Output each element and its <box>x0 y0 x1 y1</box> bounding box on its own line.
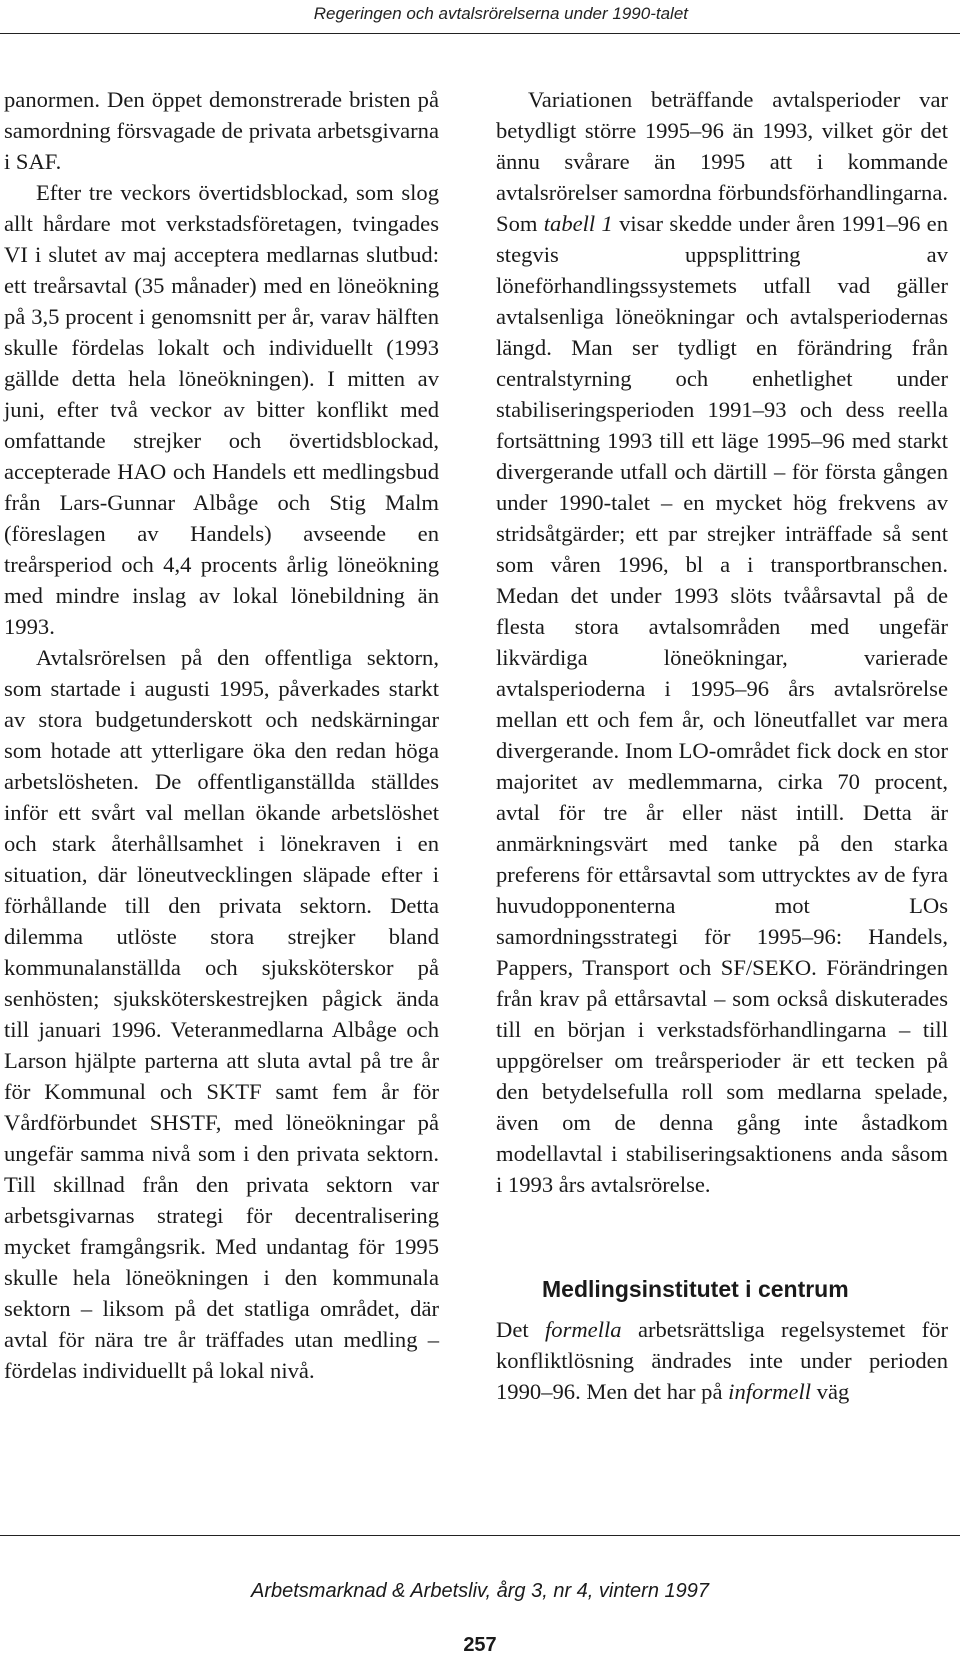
journal-citation: Arbetsmarknad & Arbetsliv, årg 3, nr 4, vintern 1997 <box>251 1580 709 1602</box>
right-paragraph-1-text-b: visar skedde under åren 1991–96 en stegvis uppsplittring av löneförhandlingssystemets utfall vad gäller avtalsenliga löneökningar och avtalsperiodernas längd. Man ser tydligt en förändring från centralstyrning och enhetlighet under stabiliseringsperioden 1991–93 och dess reella fortsättning 1993 till ett läge 1995–96 med starkt divergerande utfall och därtill – för första gången under 1990-talet – en mycket hög frekvens av stridsåtgärder; ett par strejker inträffade så sent som våren 1996, bl a i transportbranschen. Medan det under 1993 slöts tvåårsavtal på de flesta stora avtalsområden med ungefär likvärdiga löneökningar, varierade avtalsperioderna i 1995–96 års avtalsrörelse mellan ett och fem år, och löneutfallet var mera divergerande. Inom LO-området fick dock en stor majoritet av medlemmarna, cirka 70 procent, avtal för tre år eller näst intill. Detta är anmärkningsvärt med tanke på den starka preferens för ettårsavtal som uttrycktes av de fyra huvudopponenterna mot LOs samordningsstrategi för 1995–96: Handels, Pappers, Transport och SF/SEKO. Förändringen från krav på ettårsavtal – som också diskuterades till en början i verkstadsförhandlingarna – till uppgörelser om treårsperioder är ett tecken på den betydelsefulla roll som medlarna spelade, även om de denna gång inte åstadkom modellavtal i stabiliseringsaktionens anda såsom i 1993 års avtalsrörelse. <box>496 211 948 1197</box>
right-paragraph-1-text-a: Variationen beträffande avtalsperioder var betydligt större 1995–96 än 1993, vilket gör det ännu svårare än 1995 att i kommande avtalsrörelser samordna förbundsförhandlingarna. Som <box>496 87 948 236</box>
right-paragraph-1 <box>496 84 948 1200</box>
right-paragraph-2-text-a: Det <box>496 1317 545 1342</box>
right-column <box>496 84 948 1407</box>
left-paragraph-3: Avtalsrörelsen på den offentliga sektorn, som startade i augusti 1995, påverkades starkt av stora budgetunderskott och nedskärningar som hotade att ytterligare öka den redan höga arbetslösheten. De offentliganställda ställdes inför ett svårt val mellan ökande arbetslöshet och stark återhållsamhet i lönekraven i en situation, där löneutvecklingen släpade efter i förhållande till den privata sektorn. Detta dilemma utlöste stora strejker bland kommunalanställda och sjuksköterskor på senhösten; sjuksköterskestrejken pågick ända till januari 1996. Veteranmedlarna Albåge och Larson hjälpte parterna att sluta avtal på tre år för Kommunal och SKTF samt fem år för Vårdförbundet SHSTF, med löneökningar på ungefär samma nivå som i den privata sektorn. Till skillnad från den privata sektorn var arbetsgivarnas strategi för decentralisering mycket framgångsrik. Med undantag för 1995 skulle hela löneökningen i den kommunala sektorn – liksom på det statliga området, där avtal för nära tre år träffades utan medling – fördelas individuellt på lokal nivå. <box>4 645 439 1383</box>
header-rule <box>0 33 960 34</box>
running-title: Regeringen och avtalsrörelserna under 1990-talet <box>313 4 688 23</box>
left-paragraph-2: Efter tre veckors övertidsblockad, som slog allt hårdare mot verkstadsföretagen, tvingades VI i slutet av maj acceptera medlarnas slutbud: ett treårsavtal (35 månader) med en löneökning på 3,5 procent i genomsnitt per år, varav hälften skulle fördelas lokalt och individuellt (1993 gällde detta hela löneökningen). I mitten av juni, efter två veckor av bitter konflikt med omfattande strejker och övertidsblockad, accepterade HAO och Handels ett medlingsbud från Lars-Gunnar Albåge och Stig Malm (föreslagen av Handels) avseende en treårsperiod och 4,4 procents årlig löneökning med mindre inslag av lokal lönebildning än 1993. <box>4 180 439 639</box>
informal-emphasis: informell <box>728 1379 812 1404</box>
right-paragraph-2-text-c: väg <box>811 1379 850 1404</box>
formal-emphasis: formella <box>545 1317 622 1342</box>
left-column <box>4 84 439 1386</box>
footer-rule <box>0 1535 960 1536</box>
right-paragraph-2 <box>496 1314 948 1407</box>
table-reference: tabell 1 <box>543 211 613 236</box>
section-heading: Medlingsinstitutet i centrum <box>542 1276 849 1302</box>
right-paragraph-2-text-b: arbetsrättsliga regelsystemet för konfliktlösning ändrades inte under perioden 1990–96. Men det har på <box>496 1317 948 1404</box>
left-paragraph-1: panormen. Den öppet demonstrerade bristen på samordning försvagade de privata arbetsgivarna i SAF. <box>4 87 439 174</box>
page-number: 257 <box>463 1634 497 1656</box>
